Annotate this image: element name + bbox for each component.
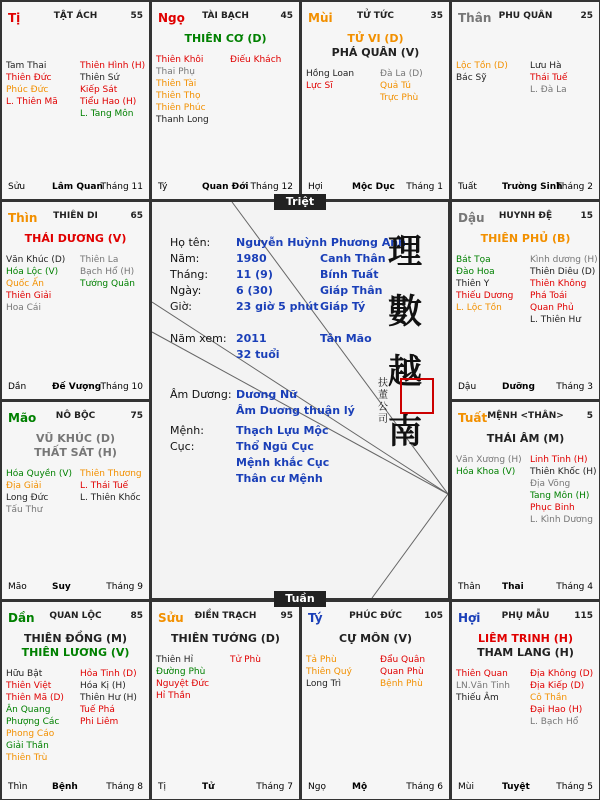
footer-branch: Ngọ [308,782,326,792]
info-value: Nguyễn Huỳnh Phương Anh [236,236,406,249]
footer-stage: Tử [202,782,215,792]
star: L. Lộc Tồn [456,303,502,313]
palace-footer [8,382,143,394]
footer-month: Tháng 5 [556,782,593,792]
star: Văn Khúc (D) [6,255,66,265]
palace-footer [8,582,143,594]
palace-cell[interactable] [450,0,600,201]
star: Địa Kiếp (D) [530,681,585,691]
star: Thiên Hỉ [156,655,194,665]
tuan-tag: Tuần [274,591,326,607]
footer-stage: Dưỡng [502,382,535,392]
star: Cô Thần [530,693,568,703]
palace-header [8,611,143,627]
palace-header [8,11,143,27]
star: Phượng Các [6,717,60,727]
palace-branch: Dần [8,611,35,625]
palace-cell[interactable] [450,400,600,601]
star: Thiên Quý [306,667,352,677]
star: L. Bạch Hổ [530,717,579,727]
palace-cell[interactable] [450,200,600,401]
right-stars [380,654,425,690]
info-value-2: Canh Thân [320,252,386,265]
star: Phi Liêm [80,717,119,727]
palace-age: 95 [280,611,293,621]
palace-footer [308,182,443,194]
calligraphy-char: 南 [388,412,422,452]
right-stars [80,254,135,290]
footer-stage: Thai [502,582,524,592]
footer-stage: Suy [52,582,71,592]
palace-footer [458,182,593,194]
palace-name: TÀI BẠCH [202,11,249,21]
star: Phúc Đức [6,85,49,95]
star: Phong Cáo [6,729,55,739]
palace-name: HUYNH ĐỆ [498,211,553,221]
right-stars [230,54,281,66]
palace-cell[interactable] [300,0,451,201]
info-label: Ngày: [170,284,202,297]
palace-name: PHÚC ĐỨC [349,611,402,621]
palace-branch: Thân [458,11,492,25]
main-star: VŨ KHÚC (D) [35,432,116,445]
info-value: Âm Dương thuận lý [236,404,355,417]
star: Điếu Khách [230,55,282,65]
footer-month: Tháng 1 [406,182,443,192]
footer-stage: Mộ [352,782,368,792]
palace-branch: Tuất [458,411,488,425]
star: L. Thiên Khốc [80,493,141,503]
star: Trực Phù [380,93,419,103]
star: Quan Phù [380,667,424,677]
palace-branch: Mão [8,411,37,425]
palace-cell[interactable] [0,400,151,601]
palace-header [308,11,443,27]
star: Thiên Diêu (D) [530,267,596,277]
star: Tiểu Hao (H) [80,97,137,107]
palace-branch: Tý [308,611,323,625]
info-label: Âm Dương: [170,388,232,401]
star: Lưu Hà [530,61,562,71]
star: Ân Quang [6,705,51,715]
star: Thiên Việt [6,681,52,691]
star: Kiếp Sát [80,85,118,95]
star: Hoa Cái [6,303,41,313]
star: Thiên Giải [6,291,52,301]
footer-branch: Dần [8,382,27,392]
left-stars [306,654,352,690]
star: Long Trì [306,679,342,689]
palace-header [458,611,593,627]
palace-footer [308,782,443,794]
star: Văn Xương (H) [456,455,522,465]
palace-footer [458,582,593,594]
footer-stage: Tuyệt [502,782,530,792]
palace-cell[interactable] [0,600,151,800]
star: Thiên Khốc (H) [530,467,597,477]
footer-branch: Tuất [458,182,477,192]
palace-cell[interactable] [300,600,451,800]
palace-name: TẬT ÁCH [53,11,98,21]
left-stars [306,68,354,92]
star: Tướng Quân [80,279,135,289]
star: Lộc Tồn (D) [456,61,508,71]
footer-branch: Hợi [308,182,323,192]
right-stars [530,668,593,728]
star: Hỉ Thần [156,691,191,701]
right-stars [380,68,423,104]
left-stars [156,54,209,126]
left-stars [456,668,510,704]
star: L. Thái Tuế [80,481,129,491]
palace-header [8,411,143,427]
footer-month: Tháng 2 [556,182,593,192]
star: Bác Sỹ [456,73,487,83]
star: Phá Toái [530,291,567,301]
footer-month: Tháng 3 [556,382,593,392]
footer-stage: Bệnh [52,782,78,792]
palace-age: 35 [430,11,443,21]
left-stars [456,454,522,478]
palace-header [458,11,593,27]
palace-name: NÔ BỘC [55,411,96,421]
star: Linh Tinh (H) [530,455,588,465]
star: L. Thiên Mã [6,97,58,107]
palace-name: PHỤ MẪU [501,611,550,621]
main-star: PHÁ QUÂN (V) [331,46,420,59]
palace-branch: Tị [8,11,21,25]
palace-cell[interactable] [450,600,600,800]
star: Đại Hao (H) [530,705,583,715]
star: Phục Binh [530,503,575,513]
palace-name: QUAN LỘC [49,611,102,621]
left-stars [6,468,72,516]
star: Địa Không (D) [530,669,594,679]
footer-stage: Đế Vượng [52,382,102,392]
main-star: LIÊM TRINH (H) [478,632,573,645]
star: Thiên Hư (H) [80,693,137,703]
star: Thiên Hình (H) [80,61,146,71]
star: Thiên Sứ [80,73,120,83]
star: Hữu Bật [6,669,43,679]
palace-footer [8,182,143,194]
palace-name: ĐIỀN TRẠCH [194,611,257,621]
star: Tử Phù [230,655,261,665]
star: Tấu Thư [6,505,43,515]
palace-footer [8,782,143,794]
info-value: 32 tuổi [236,348,280,361]
star: Tả Phù [306,655,337,665]
calligraphy-char: 理 [388,232,422,272]
center-info-panel [150,200,450,600]
info-label: Mệnh: [170,424,204,437]
palace-age: 15 [580,211,593,221]
star: Đẩu Quân [380,655,426,665]
footer-branch: Tị [158,782,166,792]
palace-header [8,211,143,227]
info-label: Họ tên: [170,236,211,249]
footer-month: Tháng 12 [250,182,293,192]
info-label: Cục: [170,440,195,453]
star: Địa Võng [530,479,571,489]
footer-month: Tháng 8 [106,782,143,792]
star: Quả Tú [380,81,411,91]
star: Long Đức [6,493,49,503]
star: Thiên Thương [80,469,142,479]
star: Hóa Kị (H) [80,681,126,691]
right-stars [530,254,598,326]
palace-name: MỆNH <THÂN> [487,411,564,421]
footer-month: Tháng 7 [256,782,293,792]
footer-branch: Thân [458,582,481,592]
main-star: THAM LANG (H) [477,646,574,659]
info-value: Thân cư Mệnh [236,472,323,485]
palace-header [308,611,443,627]
star: Bạch Hổ (H) [80,267,135,277]
star: Thiên Y [456,279,490,289]
star: Thiên Trù [6,753,48,763]
star: Thiên Mã (D) [6,693,64,703]
star: Hóa Quyền (V) [6,469,73,479]
palace-age: 45 [280,11,293,21]
right-stars [80,60,145,120]
palace-footer [458,782,593,794]
main-star: THIÊN TƯỚNG (D) [171,632,280,645]
info-value-2: Giáp Thân [320,284,383,297]
palace-age: 105 [424,611,443,621]
calligraphy-char: 數 [388,292,422,332]
info-value: Dương Nữ [236,388,298,401]
star: Kình dương (H) [530,255,598,265]
info-label: Tháng: [170,268,209,281]
info-value: 11 (9) [236,268,273,281]
star: Hồng Loan [306,69,355,79]
star: Thai Phụ [156,67,195,77]
star: Tuế Phá [80,705,115,715]
palace-age: 25 [580,11,593,21]
palace-branch: Ngọ [158,11,185,25]
footer-branch: Thìn [8,782,28,792]
left-stars [156,654,209,702]
left-stars [6,668,64,764]
palace-branch: Sửu [158,611,184,625]
star: Hỏa Tinh (D) [80,669,137,679]
palace-cell[interactable] [0,200,151,401]
left-stars [6,60,58,108]
main-star: TỬ VI (D) [347,32,404,45]
footer-stage: Quan Đới [202,182,249,192]
left-stars [456,60,508,84]
footer-month: Tháng 6 [406,782,443,792]
main-star: THÁI ÂM (M) [486,432,565,445]
main-star: THÁI DƯƠNG (V) [24,232,127,245]
palace-branch: Hợi [458,611,481,625]
footer-month: Tháng 9 [106,582,143,592]
info-value: 6 (30) [236,284,273,297]
info-value-2: Tân Mão [320,332,372,345]
palace-cell[interactable] [150,0,301,201]
main-star: THIÊN PHỦ (B) [480,232,571,245]
star: Thiên La [80,255,119,265]
info-value-2: Bính Tuất [320,268,379,281]
palace-age: 75 [130,411,143,421]
star: Địa Giải [6,481,42,491]
star: L. Kình Dương [530,515,593,525]
info-value: Mệnh khắc Cục [236,456,330,469]
star: Đà La (D) [380,69,423,79]
palace-cell[interactable] [150,600,301,800]
star: Tam Thai [6,61,47,71]
star: Quan Phủ [530,303,574,313]
star: Quốc Ấn [6,279,44,289]
star: L. Tang Môn [80,109,134,119]
left-stars [6,254,65,314]
footer-month: Tháng 10 [100,382,143,392]
info-value: Thổ Ngũ Cục [236,440,314,453]
palace-age: 115 [574,611,593,621]
right-stars [80,668,137,728]
red-seal [400,378,434,414]
palace-cell[interactable] [0,0,151,201]
main-star: CỰ MÔN (V) [339,632,412,645]
star: Thiên Khôi [156,55,204,65]
right-stars [230,654,261,666]
main-star: THẤT SÁT (H) [34,446,117,459]
info-value: Thạch Lựu Mộc [236,424,329,437]
star: Thanh Long [156,115,209,125]
info-value-2: Giáp Tý [320,300,366,313]
palace-branch: Thìn [8,211,38,225]
star: Thiếu Âm [456,693,499,703]
info-value: 2011 [236,332,267,345]
palace-branch: Mùi [308,11,333,25]
star: Đường Phù [156,667,206,677]
star: Nguyệt Đức [156,679,210,689]
footer-month: Tháng 4 [556,582,593,592]
footer-branch: Dậu [458,382,477,392]
main-star: THIÊN ĐỒNG (M) [24,632,127,645]
info-label: Giờ: [170,300,193,313]
star: Thiên Phúc [156,103,206,113]
footer-branch: Tý [158,182,168,192]
main-star: THIÊN CƠ (D) [184,32,267,45]
star: Đào Hoa [456,267,495,277]
palace-footer [458,382,593,394]
star: Thiên Quan [456,669,508,679]
right-stars [530,60,567,96]
right-stars [530,454,597,526]
palace-header [158,611,293,627]
star: Lực Sĩ [306,81,333,91]
star: L. Đà La [530,85,567,95]
info-label: Năm xem: [170,332,227,345]
footer-stage: Mộc Dục [352,182,395,192]
palace-branch: Dậu [458,211,485,225]
info-label: Năm: [170,252,200,265]
info-value: 23 giờ 5 phút [236,300,319,313]
star: Hóa Khoa (V) [456,467,516,477]
palace-name: THIÊN DI [53,211,98,221]
palace-footer [158,182,293,194]
palace-age: 55 [130,11,143,21]
footer-stage: Trường Sinh [502,182,563,192]
star: Thiên Không [530,279,587,289]
star: Giải Thần [6,741,49,751]
info-value: 1980 [236,252,267,265]
palace-age: 85 [130,611,143,621]
star: Tang Môn (H) [530,491,590,501]
palace-name: TỬ TỨC [356,11,395,21]
footer-branch: Mão [8,582,27,592]
seal-stamp: 扶董公司 [378,378,388,425]
palace-header [458,411,593,427]
triet-tag: Triệt [274,194,326,210]
footer-month: Tháng 11 [100,182,143,192]
star: Bệnh Phù [380,679,423,689]
star: LN.Văn Tinh [456,681,510,691]
footer-stage: Lâm Quan [52,182,103,192]
star: Bát Tọa [456,255,491,265]
calligraphy-char: 越 [388,352,422,392]
palace-name: PHU QUÂN [498,11,553,21]
palace-header [458,211,593,227]
star: Hóa Lộc (V) [6,267,59,277]
star: Thiên Thọ [156,91,201,101]
footer-branch: Sửu [8,182,26,192]
palace-age: 65 [130,211,143,221]
star: Thiên Tài [156,79,197,89]
star: Thiếu Dương [456,291,514,301]
footer-branch: Mùi [458,782,474,792]
palace-footer [158,782,293,794]
star: Thái Tuế [530,73,568,83]
left-stars [456,254,513,314]
palace-age: 5 [586,411,593,421]
palace-header [158,11,293,27]
star: L. Thiên Hư [530,315,582,325]
star: Thiên Đức [6,73,52,83]
right-stars [80,468,142,504]
main-star: THIÊN LƯƠNG (V) [21,646,130,659]
